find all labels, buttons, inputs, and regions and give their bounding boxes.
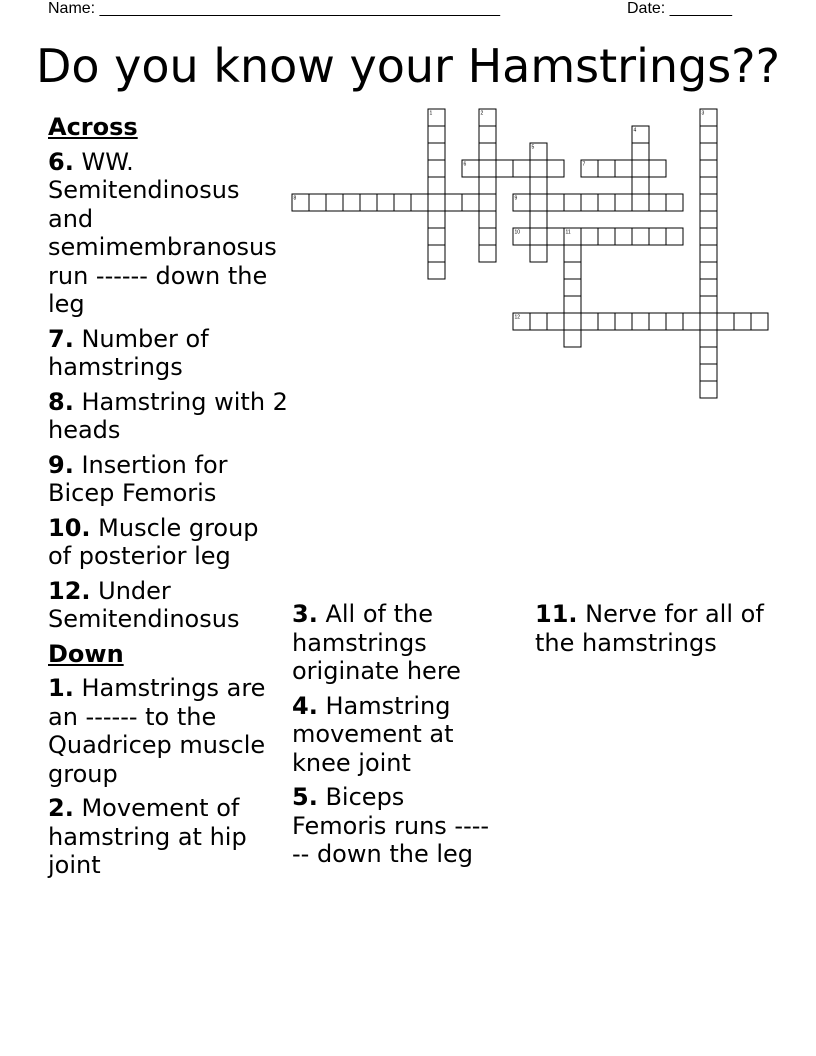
clue-text: Movement of hamstring at hip joint bbox=[48, 794, 247, 879]
grid-cell[interactable] bbox=[530, 160, 547, 177]
down-clue-11 bbox=[535, 600, 775, 657]
grid-cell[interactable] bbox=[700, 160, 717, 177]
grid-cell[interactable] bbox=[428, 228, 445, 245]
clue-number: 10. bbox=[48, 513, 91, 542]
across-clue-9 bbox=[48, 451, 288, 508]
grid-cell[interactable] bbox=[496, 160, 513, 177]
grid-cell[interactable] bbox=[564, 296, 581, 313]
grid-cell[interactable] bbox=[564, 194, 581, 211]
grid-cell[interactable] bbox=[377, 194, 394, 211]
cell-number: 3 bbox=[701, 110, 705, 117]
cell-number: 6 bbox=[463, 161, 467, 168]
cell-number: 10 bbox=[514, 229, 521, 236]
grid-cell[interactable] bbox=[751, 313, 768, 330]
grid-cell[interactable] bbox=[428, 211, 445, 228]
grid-cell[interactable] bbox=[411, 194, 428, 211]
grid-cell[interactable] bbox=[445, 194, 462, 211]
clue-text: Biceps Femoris runs ------ down the leg bbox=[292, 783, 490, 868]
grid-cell[interactable] bbox=[649, 228, 666, 245]
grid-cell[interactable] bbox=[649, 160, 666, 177]
grid-cell[interactable] bbox=[632, 228, 649, 245]
clue-column-3 bbox=[535, 600, 775, 663]
clue-number: 1. bbox=[48, 674, 74, 702]
grid-cell[interactable] bbox=[479, 143, 496, 160]
clue-column-2 bbox=[292, 600, 497, 875]
clue-number: 7. bbox=[48, 324, 74, 353]
grid-cell[interactable] bbox=[394, 194, 411, 211]
grid-cell[interactable] bbox=[615, 194, 632, 211]
grid-cell[interactable] bbox=[428, 126, 445, 143]
grid-cell[interactable] bbox=[649, 194, 666, 211]
grid-cell[interactable] bbox=[479, 228, 496, 245]
grid-cell[interactable] bbox=[734, 313, 751, 330]
clue-text: Hamstrings are an ------ to the Quadricep muscle group bbox=[48, 674, 266, 788]
across-clue-7 bbox=[48, 325, 288, 382]
clue-number: 9. bbox=[48, 450, 74, 479]
grid-cell[interactable] bbox=[666, 313, 683, 330]
down-clue-1 bbox=[48, 674, 288, 788]
across-heading: Across bbox=[48, 113, 138, 141]
cell-number: 7 bbox=[582, 161, 586, 168]
grid-cell[interactable] bbox=[479, 245, 496, 262]
cell-number: 12 bbox=[514, 314, 521, 321]
cell-number: 4 bbox=[633, 127, 637, 134]
grid-cell[interactable] bbox=[700, 296, 717, 313]
grid-cell[interactable] bbox=[479, 211, 496, 228]
grid-cell[interactable] bbox=[649, 313, 666, 330]
grid-cell[interactable] bbox=[530, 194, 547, 211]
grid-cell[interactable] bbox=[479, 160, 496, 177]
grid-cell[interactable] bbox=[547, 228, 564, 245]
down-clue-5 bbox=[292, 783, 497, 869]
grid-cell[interactable] bbox=[530, 313, 547, 330]
clue-number: 2. bbox=[48, 794, 74, 822]
grid-cell[interactable] bbox=[683, 313, 700, 330]
page-title: Do you know your Hamstrings?? bbox=[36, 39, 780, 93]
clue-text: Hamstring movement at knee joint bbox=[292, 691, 454, 777]
grid-cell[interactable] bbox=[564, 245, 581, 262]
across-clue-8 bbox=[48, 388, 288, 445]
grid-cell[interactable] bbox=[581, 228, 598, 245]
down-clue-4 bbox=[292, 692, 497, 778]
grid-cell[interactable] bbox=[666, 228, 683, 245]
grid-cell[interactable] bbox=[564, 279, 581, 296]
grid-cell[interactable] bbox=[360, 194, 377, 211]
grid-cell[interactable] bbox=[632, 177, 649, 194]
grid-cell[interactable] bbox=[479, 177, 496, 194]
clue-text: Under Semitendinosus bbox=[48, 576, 240, 633]
clue-number: 12. bbox=[48, 576, 91, 605]
grid-cell[interactable] bbox=[598, 313, 615, 330]
grid-cell[interactable] bbox=[598, 194, 615, 211]
clue-text: WW. Semitendinosus and semimembranosus run ------ down the leg bbox=[48, 147, 277, 318]
grid-cell[interactable] bbox=[564, 330, 581, 347]
grid-cell[interactable] bbox=[700, 381, 717, 398]
across-clue-12 bbox=[48, 577, 288, 634]
grid-cell[interactable] bbox=[513, 160, 530, 177]
clue-column-1 bbox=[48, 113, 288, 886]
grid-cell[interactable] bbox=[309, 194, 326, 211]
grid-cell[interactable] bbox=[615, 228, 632, 245]
grid-cell[interactable] bbox=[547, 313, 564, 330]
down-clue-3 bbox=[292, 600, 497, 686]
clue-number: 4. bbox=[292, 691, 318, 720]
down-heading: Down bbox=[48, 639, 124, 668]
grid-cell[interactable] bbox=[632, 160, 649, 177]
grid-cell[interactable] bbox=[632, 194, 649, 211]
grid-cell[interactable] bbox=[547, 160, 564, 177]
grid-cell[interactable] bbox=[343, 194, 360, 211]
clue-number: 3. bbox=[292, 600, 318, 628]
grid-cell[interactable] bbox=[700, 279, 717, 296]
grid-cell[interactable] bbox=[564, 262, 581, 279]
clue-text: Insertion for Bicep Femoris bbox=[48, 450, 228, 507]
grid-cell[interactable] bbox=[479, 126, 496, 143]
cell-number: 2 bbox=[480, 110, 484, 117]
cell-number: 1 bbox=[429, 110, 433, 117]
grid-cell[interactable] bbox=[564, 313, 581, 330]
grid-cell[interactable] bbox=[700, 364, 717, 381]
grid-cell[interactable] bbox=[428, 245, 445, 262]
grid-cell[interactable] bbox=[530, 245, 547, 262]
clue-text: Nerve for all of the hamstrings bbox=[535, 600, 764, 657]
grid-cell[interactable] bbox=[530, 177, 547, 194]
grid-cell[interactable] bbox=[700, 228, 717, 245]
grid-cell[interactable] bbox=[598, 160, 615, 177]
across-clue-6 bbox=[48, 148, 288, 319]
grid-cell[interactable] bbox=[717, 313, 734, 330]
grid-cell[interactable] bbox=[700, 194, 717, 211]
grid-cell[interactable] bbox=[428, 143, 445, 160]
clue-number: 8. bbox=[48, 387, 74, 416]
grid-cell[interactable] bbox=[462, 194, 479, 211]
grid-cell[interactable] bbox=[479, 194, 496, 211]
clue-text: Number of hamstrings bbox=[48, 324, 209, 381]
down-clue-2 bbox=[48, 794, 288, 880]
grid-cell[interactable] bbox=[615, 160, 632, 177]
grid-cell[interactable] bbox=[428, 262, 445, 279]
grid-cell[interactable] bbox=[326, 194, 343, 211]
grid-cell[interactable] bbox=[700, 313, 717, 330]
grid-cell[interactable] bbox=[666, 194, 683, 211]
grid-cell[interactable] bbox=[598, 228, 615, 245]
grid-cell[interactable] bbox=[700, 177, 717, 194]
grid-cell[interactable] bbox=[700, 262, 717, 279]
cell-number: 9 bbox=[514, 195, 518, 202]
grid-cell[interactable] bbox=[632, 143, 649, 160]
clue-text: Muscle group of posterior leg bbox=[48, 513, 259, 570]
grid-cell[interactable] bbox=[700, 347, 717, 364]
cell-number: 8 bbox=[293, 195, 297, 202]
clue-number: 11. bbox=[535, 600, 578, 628]
clue-text: All of the hamstrings originate here bbox=[292, 600, 461, 685]
grid-cell[interactable] bbox=[615, 313, 632, 330]
cell-number: 11 bbox=[565, 229, 571, 236]
cell-number: 5 bbox=[531, 144, 535, 151]
grid-cell[interactable] bbox=[547, 194, 564, 211]
date-line: Date: _______ bbox=[627, 0, 732, 17]
grid-cell[interactable] bbox=[428, 160, 445, 177]
clue-number: 5. bbox=[292, 783, 318, 811]
across-clue-10 bbox=[48, 514, 288, 571]
grid-cell[interactable] bbox=[700, 245, 717, 262]
grid-cell[interactable] bbox=[700, 330, 717, 347]
grid-cell[interactable] bbox=[428, 194, 445, 211]
clue-text: Hamstring with 2 heads bbox=[48, 387, 288, 444]
grid-cell[interactable] bbox=[700, 211, 717, 228]
clue-number: 6. bbox=[48, 147, 74, 176]
grid-cell[interactable] bbox=[428, 177, 445, 194]
grid-cell[interactable] bbox=[530, 228, 547, 245]
grid-cell[interactable] bbox=[581, 194, 598, 211]
grid-cell[interactable] bbox=[700, 126, 717, 143]
name-line: Name: _____________________________________________ bbox=[48, 0, 500, 17]
grid-cell[interactable] bbox=[700, 143, 717, 160]
grid-cell[interactable] bbox=[530, 211, 547, 228]
grid-cell[interactable] bbox=[581, 313, 598, 330]
grid-cell[interactable] bbox=[632, 313, 649, 330]
